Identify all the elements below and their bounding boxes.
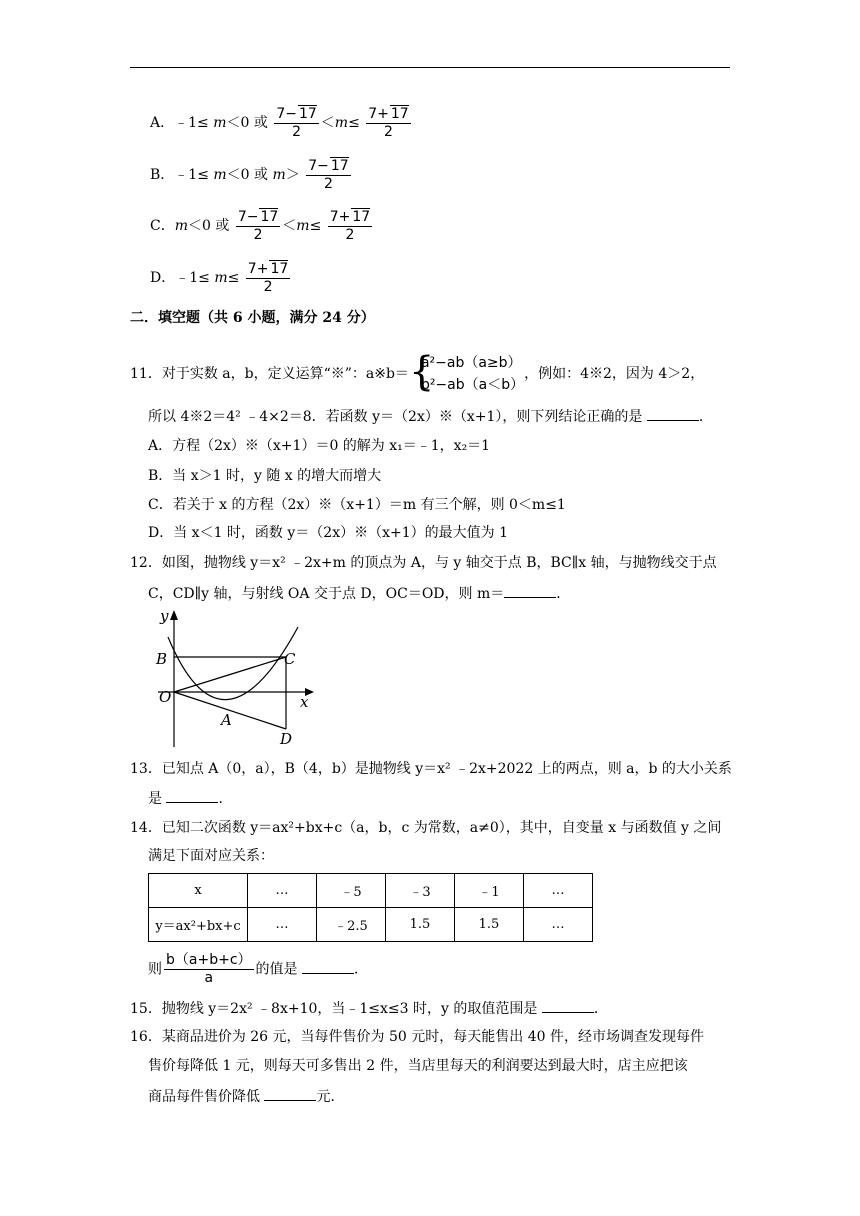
section-heading: 二．填空题（共 6 小题，满分 24 分） <box>130 310 375 326</box>
q12-line1: 12．如图，抛物线 y＝x² ﹣2x+m 的顶点为 A，与 y 轴交于点 B，BC∥x 轴，与抛物线交于点 <box>130 555 717 571</box>
q11-line2: 所以 4※2＝4² ﹣4×2＝8．若函数 y＝（2x）※（x+1），则下列结论正确的是 ． <box>148 406 713 427</box>
table-row <box>149 874 593 908</box>
table-row <box>149 908 593 942</box>
parabola-figure <box>150 607 320 749</box>
q14-line3: 则 $\frac{b(a+b+c)}{a}$ 的值是 ． <box>148 952 368 986</box>
table-cell: … <box>524 874 593 908</box>
table-cell: y＝ax²+bx+c <box>149 908 248 942</box>
q11-line1: 11．对于实数 a，b，定义运算“※”：a※b＝ { a²−ab（a≥b） b²−ab（a＜b） ，例如：4※2，因为 4＞2， <box>130 349 705 395</box>
option-a: A．﹣1≤ m＜0 或 $\frac{7- 17}{2}$ ＜m≤ $\frac{7+ 17}{2}$ <box>150 106 409 140</box>
option-d: D．﹣1≤ m≤ $\frac{7+ 17}{2}$ <box>150 261 289 295</box>
fraction: $\frac{7- 17}{2}$ <box>308 158 349 192</box>
svg-text:O: O <box>159 688 172 706</box>
table-cell: ﹣3 <box>386 874 455 908</box>
table-cell: … <box>248 908 317 942</box>
fraction: $\frac{7- 17}{2}$ <box>237 209 279 243</box>
answer-blank <box>264 1086 316 1101</box>
header-rule <box>130 67 730 68</box>
table-cell: ﹣2.5 <box>317 908 386 942</box>
table-cell: ﹣5 <box>317 874 386 908</box>
q11-option-a: A．方程（2x）※（x+1）＝0 的解为 x₁＝﹣1，x₂＝1 <box>148 438 491 454</box>
svg-text:C: C <box>284 650 296 668</box>
svg-text:x: x <box>300 693 309 711</box>
table-cell: 1.5 <box>455 908 524 942</box>
q13-line2: 是 ． <box>148 788 232 809</box>
answer-blank <box>166 788 218 803</box>
q16-line3: 商品每件售价降低 元． <box>148 1086 344 1107</box>
svg-text:y: y <box>160 607 169 625</box>
q14-line2: 满足下面对应关系： <box>148 848 274 864</box>
table-cell: … <box>248 874 317 908</box>
table-cell: ﹣1 <box>455 874 524 908</box>
option-c: C．m＜0 或 $\frac{7- 17}{2}$ ＜m≤ $\frac{7+ 17}{2}$ <box>150 209 371 243</box>
fraction: $\frac{7+ 17}{2}$ <box>247 261 289 295</box>
table-cell: x <box>149 874 248 908</box>
q14-line1: 14．已知二次函数 y＝ax²+bx+c（a，b，c 为常数，a≠0），其中，自变量 x 与函数值 y 之间 <box>130 820 722 836</box>
svg-text:A: A <box>221 711 232 729</box>
answer-blank <box>504 583 556 598</box>
fraction: $\frac{7+ 17}{2}$ <box>368 106 409 140</box>
q13-line1: 13．已知点 A（0，a），B（4，b）是抛物线 y＝x² ﹣2x+2022 上的两点，则 a，b 的大小关系 <box>130 761 732 777</box>
q15: 15．抛物线 y＝2x² ﹣8x+10，当﹣1≤x≤3 时，y 的取值范围是 ． <box>130 998 608 1019</box>
q11-option-d: D．当 x＜1 时，函数 y＝（2x）※（x+1）的最大值为 1 <box>148 525 508 541</box>
svg-text:D: D <box>280 730 293 748</box>
table-cell: … <box>524 908 593 942</box>
q16-line2: 售价每降低 1 元，则每天可多售出 2 件，当店里每天的利润要达到最大时，店主应把该 <box>148 1058 688 1074</box>
answer-blank <box>542 998 594 1013</box>
table-cell: 1.5 <box>386 908 455 942</box>
q11-option-c: C．若关于 x 的方程（2x）※（x+1）＝m 有三个解，则 0＜m≤1 <box>148 497 566 513</box>
fraction: $\frac{7- 17}{2}$ <box>276 106 317 140</box>
answer-blank <box>647 406 699 421</box>
q16-line1: 16．某商品进价为 26 元，当每件售价为 50 元时，每天能售出 40 件，经市场调查发现每件 <box>130 1029 704 1045</box>
value-table <box>148 873 593 942</box>
svg-text:B: B <box>156 650 168 668</box>
fraction: $\frac{b(a+b+c)}{a}$ <box>166 952 252 986</box>
piecewise-definition: { a²−ab（a≥b） b²−ab（a＜b） <box>408 349 525 395</box>
answer-blank <box>302 959 354 974</box>
option-b: B．﹣1≤ m＜0 或 m＞ $\frac{7- 17}{2}$ <box>150 158 349 192</box>
q11-option-b: B．当 x＞1 时，y 随 x 的增大而增大 <box>148 468 382 484</box>
q12-line2: C，CD∥y 轴，与射线 OA 交于点 D，OC＝OD，则 m＝ ． <box>148 583 570 604</box>
fraction: $\frac{7+ 17}{2}$ <box>329 209 371 243</box>
